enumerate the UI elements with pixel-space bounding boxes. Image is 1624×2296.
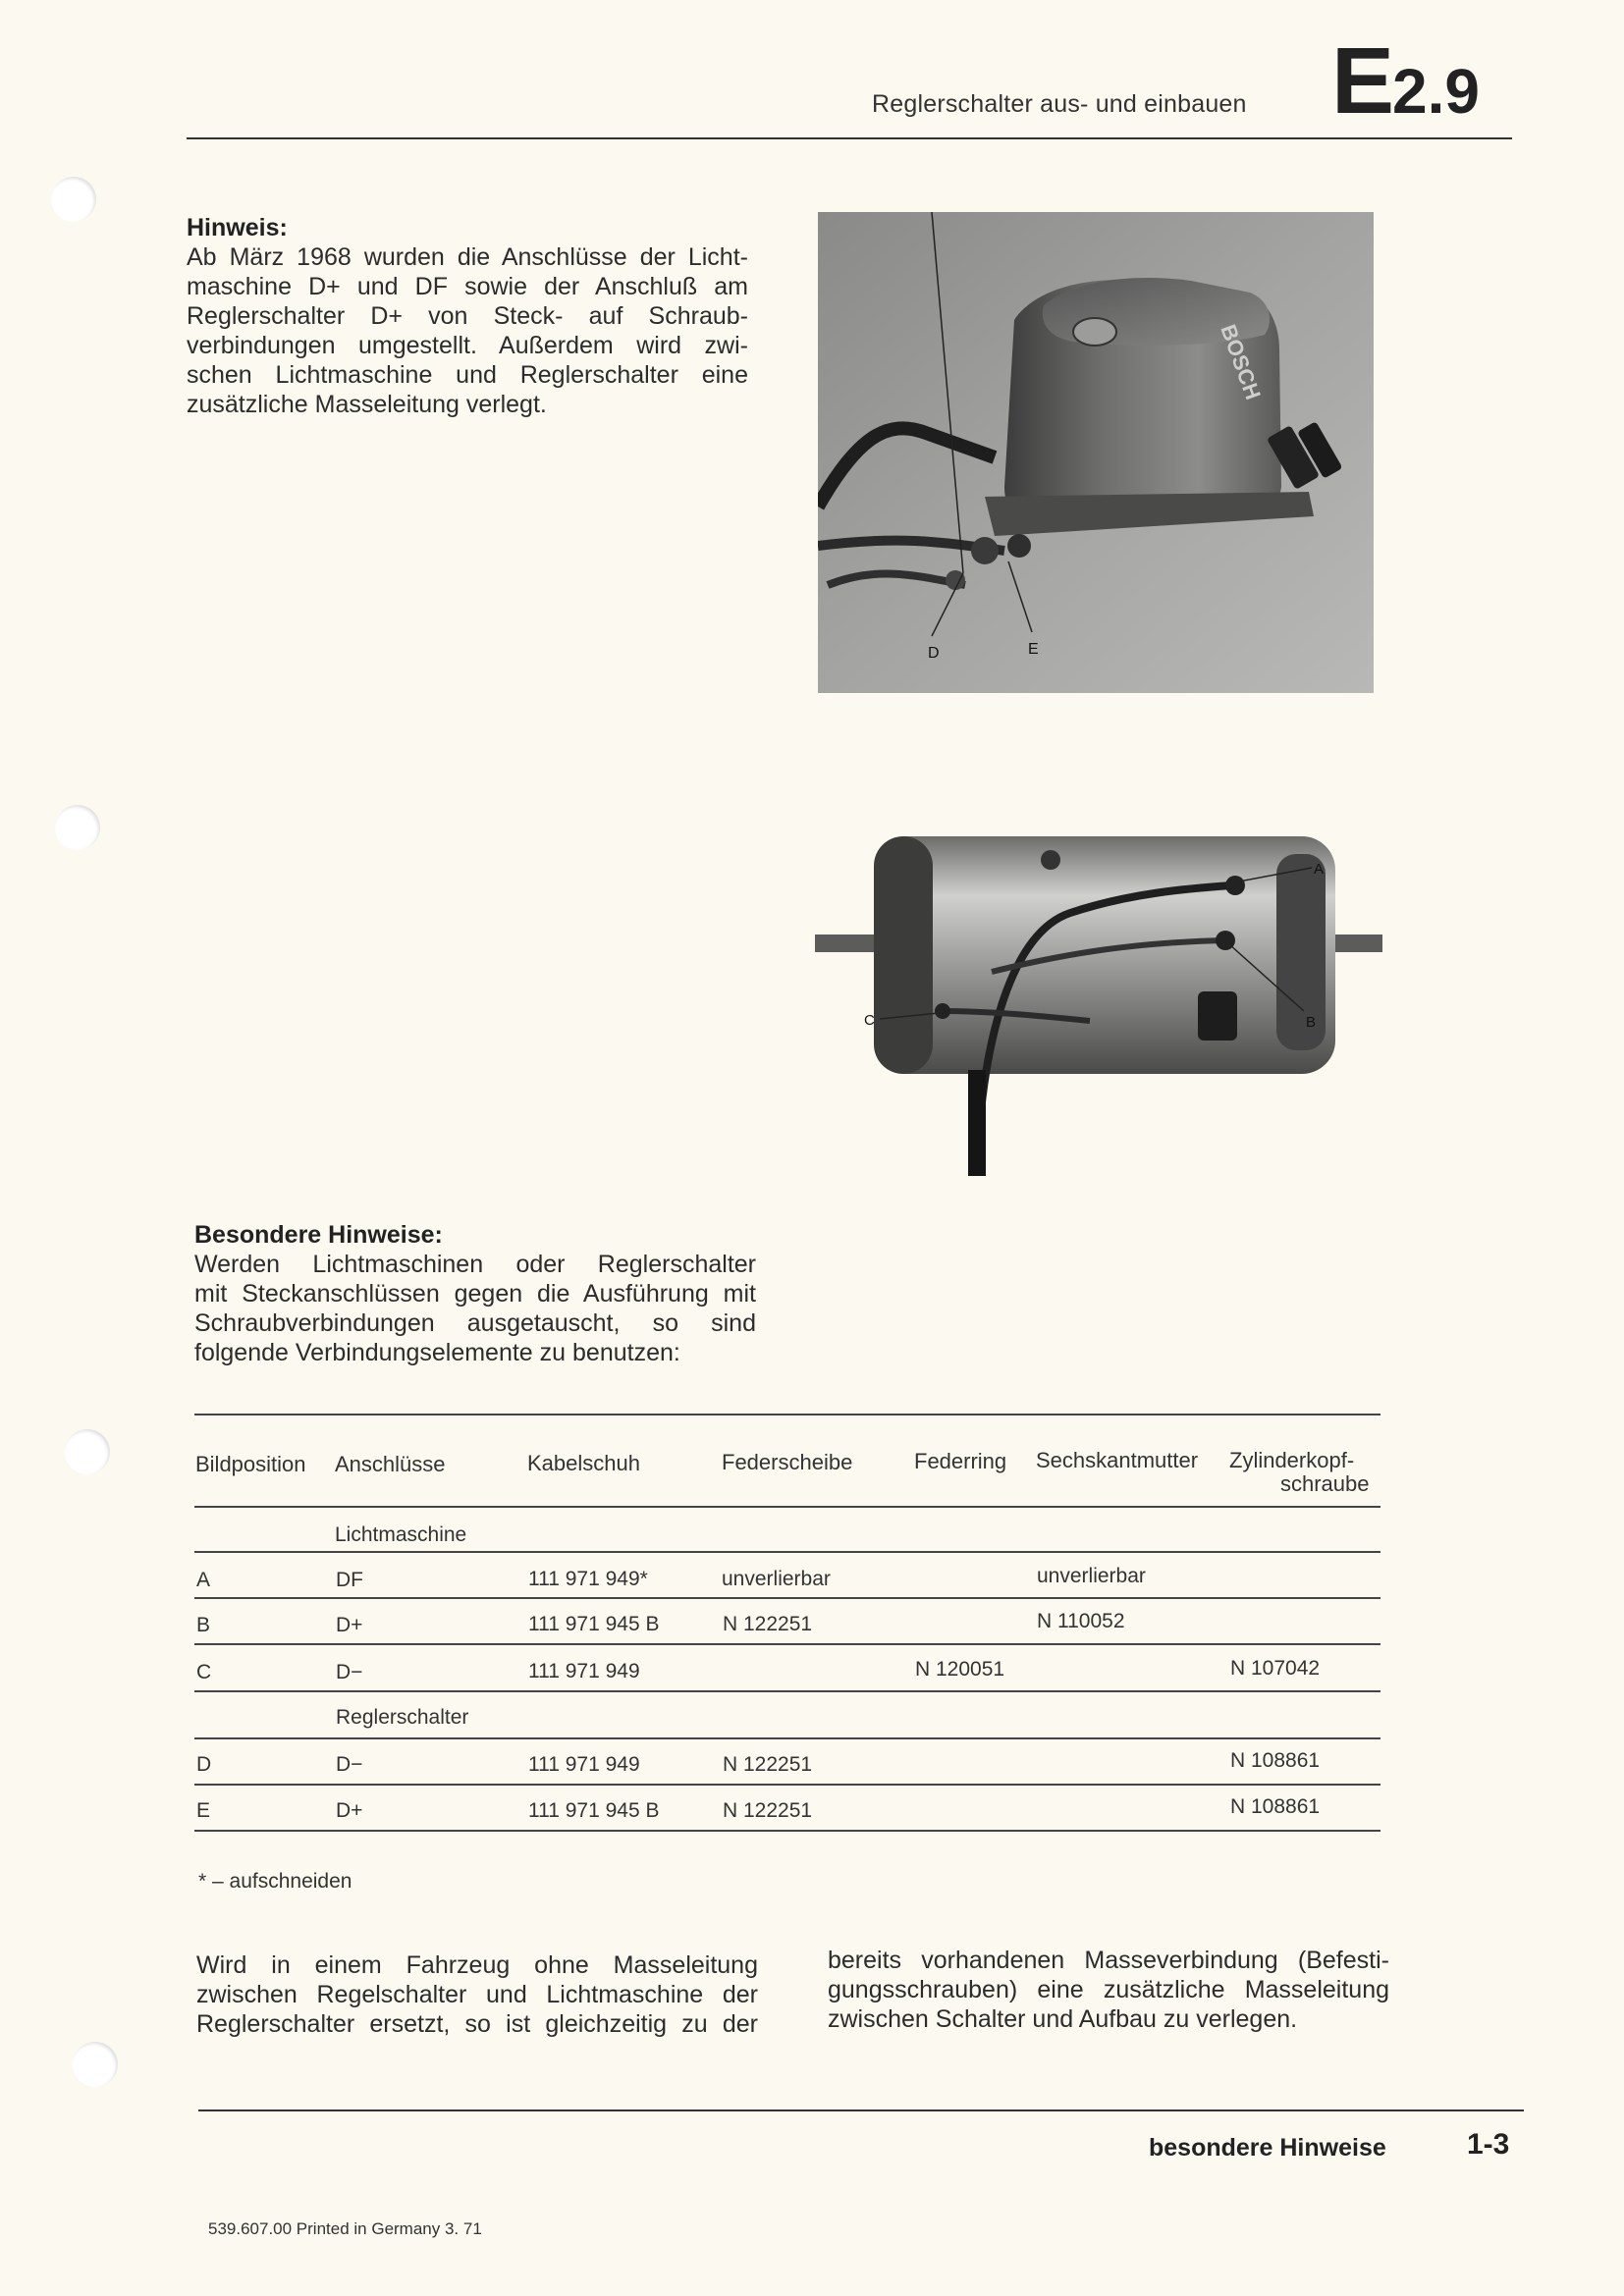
table-rule <box>194 1506 1380 1508</box>
special-note-heading: Besondere Hinweise: <box>194 1221 443 1249</box>
row-d-federscheibe: N 122251 <box>723 1753 813 1776</box>
photo-label-d: D <box>928 645 940 662</box>
row-e-pos: E <box>196 1799 211 1822</box>
table-rule <box>194 1690 1380 1692</box>
bottom-right-line: gungsschrauben) eine zusätzliche Masseleitung <box>828 1976 1389 2003</box>
special-note-text <box>194 1250 756 1367</box>
col-header-anschluesse: Anschlüsse <box>335 1452 446 1476</box>
special-note-line: folgende Verbindungselemente zu benutzen: <box>194 1339 680 1366</box>
row-a-kabelschuh: 111 971 949* <box>528 1568 648 1590</box>
row-c-federring: N 120051 <box>915 1658 1005 1681</box>
row-a-federscheibe: unverlierbar <box>722 1568 831 1590</box>
col-header-zylinder-line2: schraube <box>1280 1471 1370 1496</box>
special-note-line: mit Steckanschlüssen gegen die Ausführung mit <box>194 1280 756 1308</box>
photo-label-e: E <box>1028 641 1039 658</box>
binder-hole-3 <box>65 1429 110 1474</box>
col-header-zylinderkopfschraube <box>1229 1449 1377 1496</box>
table-rule <box>194 1784 1380 1786</box>
section-letter: E <box>1331 28 1393 133</box>
col-header-sechskantmutter: Sechskantmutter <box>1036 1448 1199 1472</box>
bottom-text-right <box>828 1946 1389 2034</box>
col-header-federring: Federring <box>914 1449 1007 1473</box>
photo-label-c: C <box>864 1012 875 1029</box>
col-header-bildposition: Bildposition <box>195 1452 306 1476</box>
footer-rule <box>198 2109 1524 2111</box>
photo-label-b: B <box>1306 1014 1317 1031</box>
note-line: verbindungen umgestellt. Außerdem wird zwi- <box>187 332 748 359</box>
col-header-federscheibe: Federscheibe <box>722 1450 853 1474</box>
row-d-pos: D <box>196 1753 212 1776</box>
regulator-photo <box>818 212 1374 693</box>
special-note-line: Schraubverbindungen ausgetauscht, so sind <box>194 1309 756 1337</box>
row-e-zylinder: N 108861 <box>1230 1795 1321 1818</box>
note-heading: Hinweis: <box>187 214 288 241</box>
group-label-lichtmaschine: Lichtmaschine <box>335 1523 467 1546</box>
table-footnote: * – aufschneiden <box>198 1870 352 1893</box>
row-a-pos: A <box>196 1569 211 1591</box>
bottom-left-line: zwischen Regelschalter und Lichtmaschine der <box>196 1981 758 2008</box>
table-rule <box>194 1643 1380 1645</box>
bottom-left-line: Wird in einem Fahrzeug ohne Masseleitung <box>196 1951 758 1979</box>
row-d-kabelschuh: 111 971 949 <box>528 1753 640 1776</box>
bottom-text-left <box>196 1950 758 2039</box>
row-a-sechskantmutter: unverlierbar <box>1037 1565 1146 1587</box>
table-rule <box>194 1737 1380 1739</box>
special-note-line: Werden Lichtmaschinen oder Reglerschalter <box>194 1251 756 1278</box>
row-c-pos: C <box>196 1661 212 1683</box>
row-a-anschluss: DF <box>336 1569 363 1591</box>
table-rule-top <box>194 1414 1380 1415</box>
note-line: zusätzliche Masseleitung verlegt. <box>187 391 547 418</box>
binder-hole-2 <box>55 805 100 850</box>
table-rule <box>194 1551 1380 1553</box>
page-number: 1-3 <box>1467 2128 1510 2161</box>
note-line: Reglerschalter D+ von Steck- auf Schraub- <box>187 302 748 330</box>
note-text <box>187 242 748 419</box>
print-info: 539.607.00 Printed in Germany 3. 71 <box>208 2219 482 2238</box>
table-rule <box>194 1597 1380 1599</box>
generator-photo <box>815 825 1382 1178</box>
row-b-pos: B <box>196 1614 211 1636</box>
note-line: schen Lichtmaschine und Reglerschalter eine <box>187 361 748 389</box>
table-rule-bottom <box>194 1830 1380 1832</box>
section-code <box>1331 27 1480 135</box>
header-rule <box>187 137 1512 139</box>
row-c-kabelschuh: 111 971 949 <box>528 1660 640 1682</box>
row-e-anschluss: D+ <box>336 1799 363 1822</box>
note-line: maschine D+ und DF sowie der Anschluß am <box>187 273 748 300</box>
row-d-zylinder: N 108861 <box>1230 1749 1321 1772</box>
col-header-kabelschuh: Kabelschuh <box>527 1451 640 1475</box>
row-c-anschluss: D− <box>336 1661 363 1683</box>
section-number: 2.9 <box>1392 56 1480 127</box>
row-b-federscheibe: N 122251 <box>723 1613 813 1635</box>
row-b-kabelschuh: 111 971 945 B <box>528 1613 660 1635</box>
group-label-reglerschalter: Reglerschalter <box>336 1706 469 1729</box>
row-e-kabelschuh: 111 971 945 B <box>528 1799 660 1822</box>
regulator-brand: BOSCH <box>1216 321 1266 403</box>
note-line: Ab März 1968 wurden die Anschlüsse der Licht- <box>187 243 748 271</box>
row-e-federscheibe: N 122251 <box>723 1799 813 1822</box>
row-c-zylinder: N 107042 <box>1230 1657 1321 1680</box>
bottom-right-line: bereits vorhandenen Masseverbindung (Befesti- <box>828 1947 1389 1974</box>
row-d-anschluss: D− <box>336 1753 363 1776</box>
binder-hole-4 <box>73 2042 118 2087</box>
bottom-right-line: zwischen Schalter und Aufbau zu verlegen. <box>828 2005 1298 2033</box>
photo-label-a: A <box>1314 861 1325 878</box>
row-b-anschluss: D+ <box>336 1614 363 1636</box>
page-header-title: Reglerschalter aus- und einbauen <box>872 90 1247 118</box>
col-header-zylinder-line1: Zylinderkopf- <box>1229 1448 1355 1472</box>
binder-hole-1 <box>51 177 96 222</box>
row-b-sechskantmutter: N 110052 <box>1037 1610 1125 1632</box>
footer-section-label: besondere Hinweise <box>1149 2134 1386 2162</box>
bottom-left-line: Reglerschalter ersetzt, so ist gleichzeitig zu der <box>196 2010 758 2038</box>
